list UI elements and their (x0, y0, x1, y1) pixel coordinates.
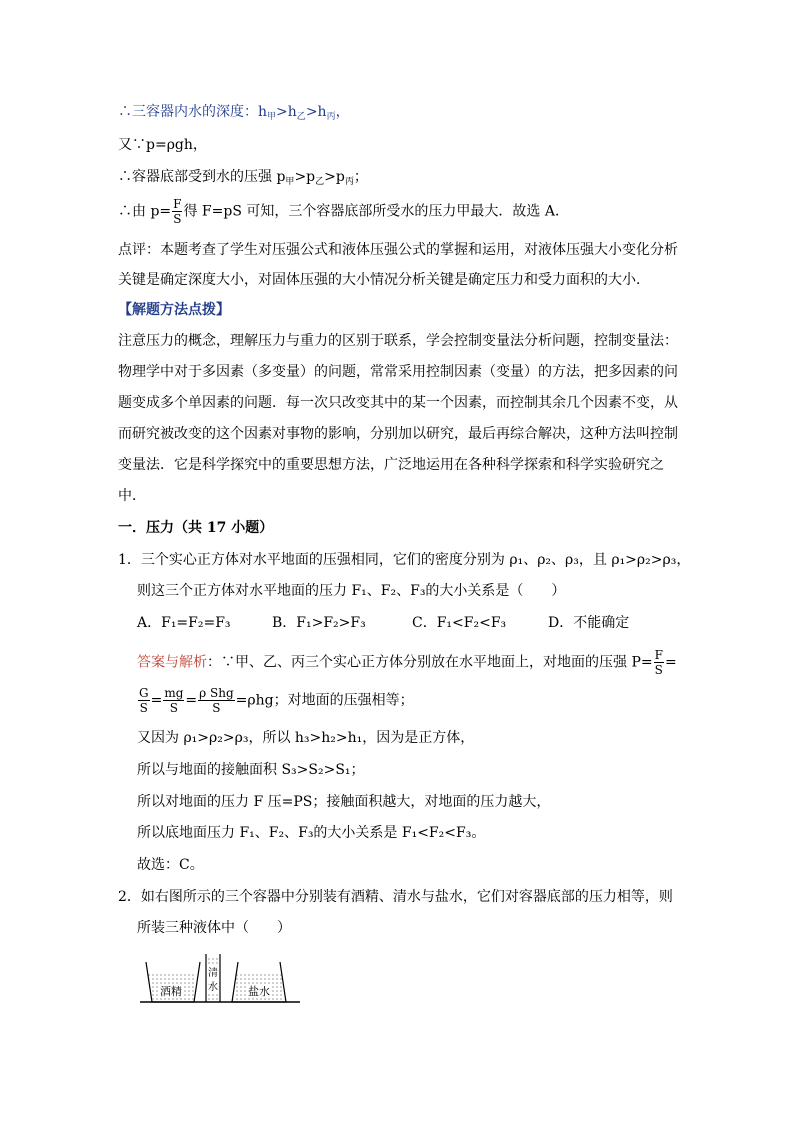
section-heading: 一．压力（共 17 小题） (118, 520, 274, 536)
method-line-2: 物理学中对于多因素（多变量）的问题，常常采用控制因素（变量）的方法，把多因素的问 (118, 364, 678, 380)
label-saltwater: 盐水 (248, 985, 270, 998)
q1-option-b: B．F₁>F₂>F₃ (272, 615, 366, 631)
q1-answer-line-7: 故选：C。 (137, 857, 204, 873)
q1-stem-line-2: 则这三个正方体对水平地面的压力 F₁、F₂、F₃的大小关系是（ ） (137, 583, 566, 599)
comment-line-2: 关键是确定深度大小，对固体压强的大小情况分析关键是确定压力和受力面积的大小． (118, 272, 650, 288)
method-line-6: 中． (118, 488, 146, 504)
answer-label: 答案与解析 (137, 654, 207, 671)
label-water-2: 水 (208, 982, 218, 993)
q2-stem-line-1: 2．如右图所示的三个容器中分别装有酒精、清水与盐水，它们对容器底部的压力相等，则 (118, 889, 673, 905)
q1-option-d: D．不能确定 (548, 615, 630, 631)
solution-line-4: ∴由 p= $\frac{F}{S}$ 得 F=pS 可知，三个容器底部所受水的压力甲最大．故选 A． (118, 197, 569, 226)
containers-figure (140, 950, 300, 1014)
q1-answer-line-6: 所以底地面压力 F₁、F₂、F₃的大小关系是 F₁<F₂<F₃。 (137, 825, 486, 841)
method-line-4: 而研究被改变的这个因素对事物的影响，分别加以研究，最后再综合解决，这种方法叫控制 (118, 426, 678, 442)
q1-answer-line-4: 所以与地面的接触面积 S₃>S₂>S₁； (137, 762, 365, 778)
solution-line-2: 又∵p=ρgh， (118, 137, 207, 153)
method-line-1: 注意压力的概念，理解压力与重力的区别于联系，学会控制变量法分析问题，控制变量法： (118, 333, 678, 349)
q1-answer-line-5: 所以对地面的压力 F 压=PS；接触面积越大，对地面的压力越大， (137, 794, 551, 810)
method-line-5: 变量法．它是科学探究中的重要思想方法，广泛地运用在各种科学探索和科学实验研究之 (118, 457, 664, 473)
q1-option-c: C．F₁<F₂<F₃ (412, 615, 507, 631)
solution-line-3: ∴容器底部受到水的压强 $p_甲>p_乙>p_丙$； (118, 169, 368, 187)
q1-answer-line-2: $\frac{G}{S}$ = $\frac{mg}{S}$ = $\frac{\text{ρ Shg}}{S}$ =ρhg；对地面的压强相等； (139, 686, 414, 715)
label-alcohol: 酒精 (160, 985, 182, 998)
three-containers-diagram (140, 950, 300, 1010)
q1-answer-line-3: 又因为 ρ₁>ρ₂>ρ₃，所以 h₃>h₂>h₁，因为是正方体， (137, 730, 475, 746)
fraction-f-over-s: $\frac{F}{S}$ (173, 197, 182, 226)
solution-line-1: ∴三容器内水的深度：$h_甲>h_乙>h_丙$， (118, 104, 350, 122)
q1-option-a: A．F₁=F₂=F₃ (137, 615, 231, 631)
comment-line-1: 点评：本题考查了学生对压强公式和液体压强公式的掌握和运用，对液体压强大小变化分析 (118, 242, 678, 258)
q1-answer-line-1: 答案与解析：∵甲、乙、丙三个实心正方体分别放在水平地面上，对地面的压强 P= $\frac{F}{S}$ = (137, 648, 677, 677)
q2-stem-line-2: 所装三种液体中（ ） (137, 920, 291, 936)
q1-stem-line-1: 1．三个实心正方体对水平地面的压强相同，它们的密度分别为 ρ₁、ρ₂、ρ₃，且 ρ₁>ρ₂>ρ₃， (118, 552, 691, 568)
method-title: 【解题方法点拨】 (118, 302, 230, 318)
method-line-3: 题变成多个单因素的问题．每一次只改变其中的某一个因素，而控制其余几个因素不变，从 (118, 395, 678, 411)
label-water-1: 清 (208, 968, 218, 979)
